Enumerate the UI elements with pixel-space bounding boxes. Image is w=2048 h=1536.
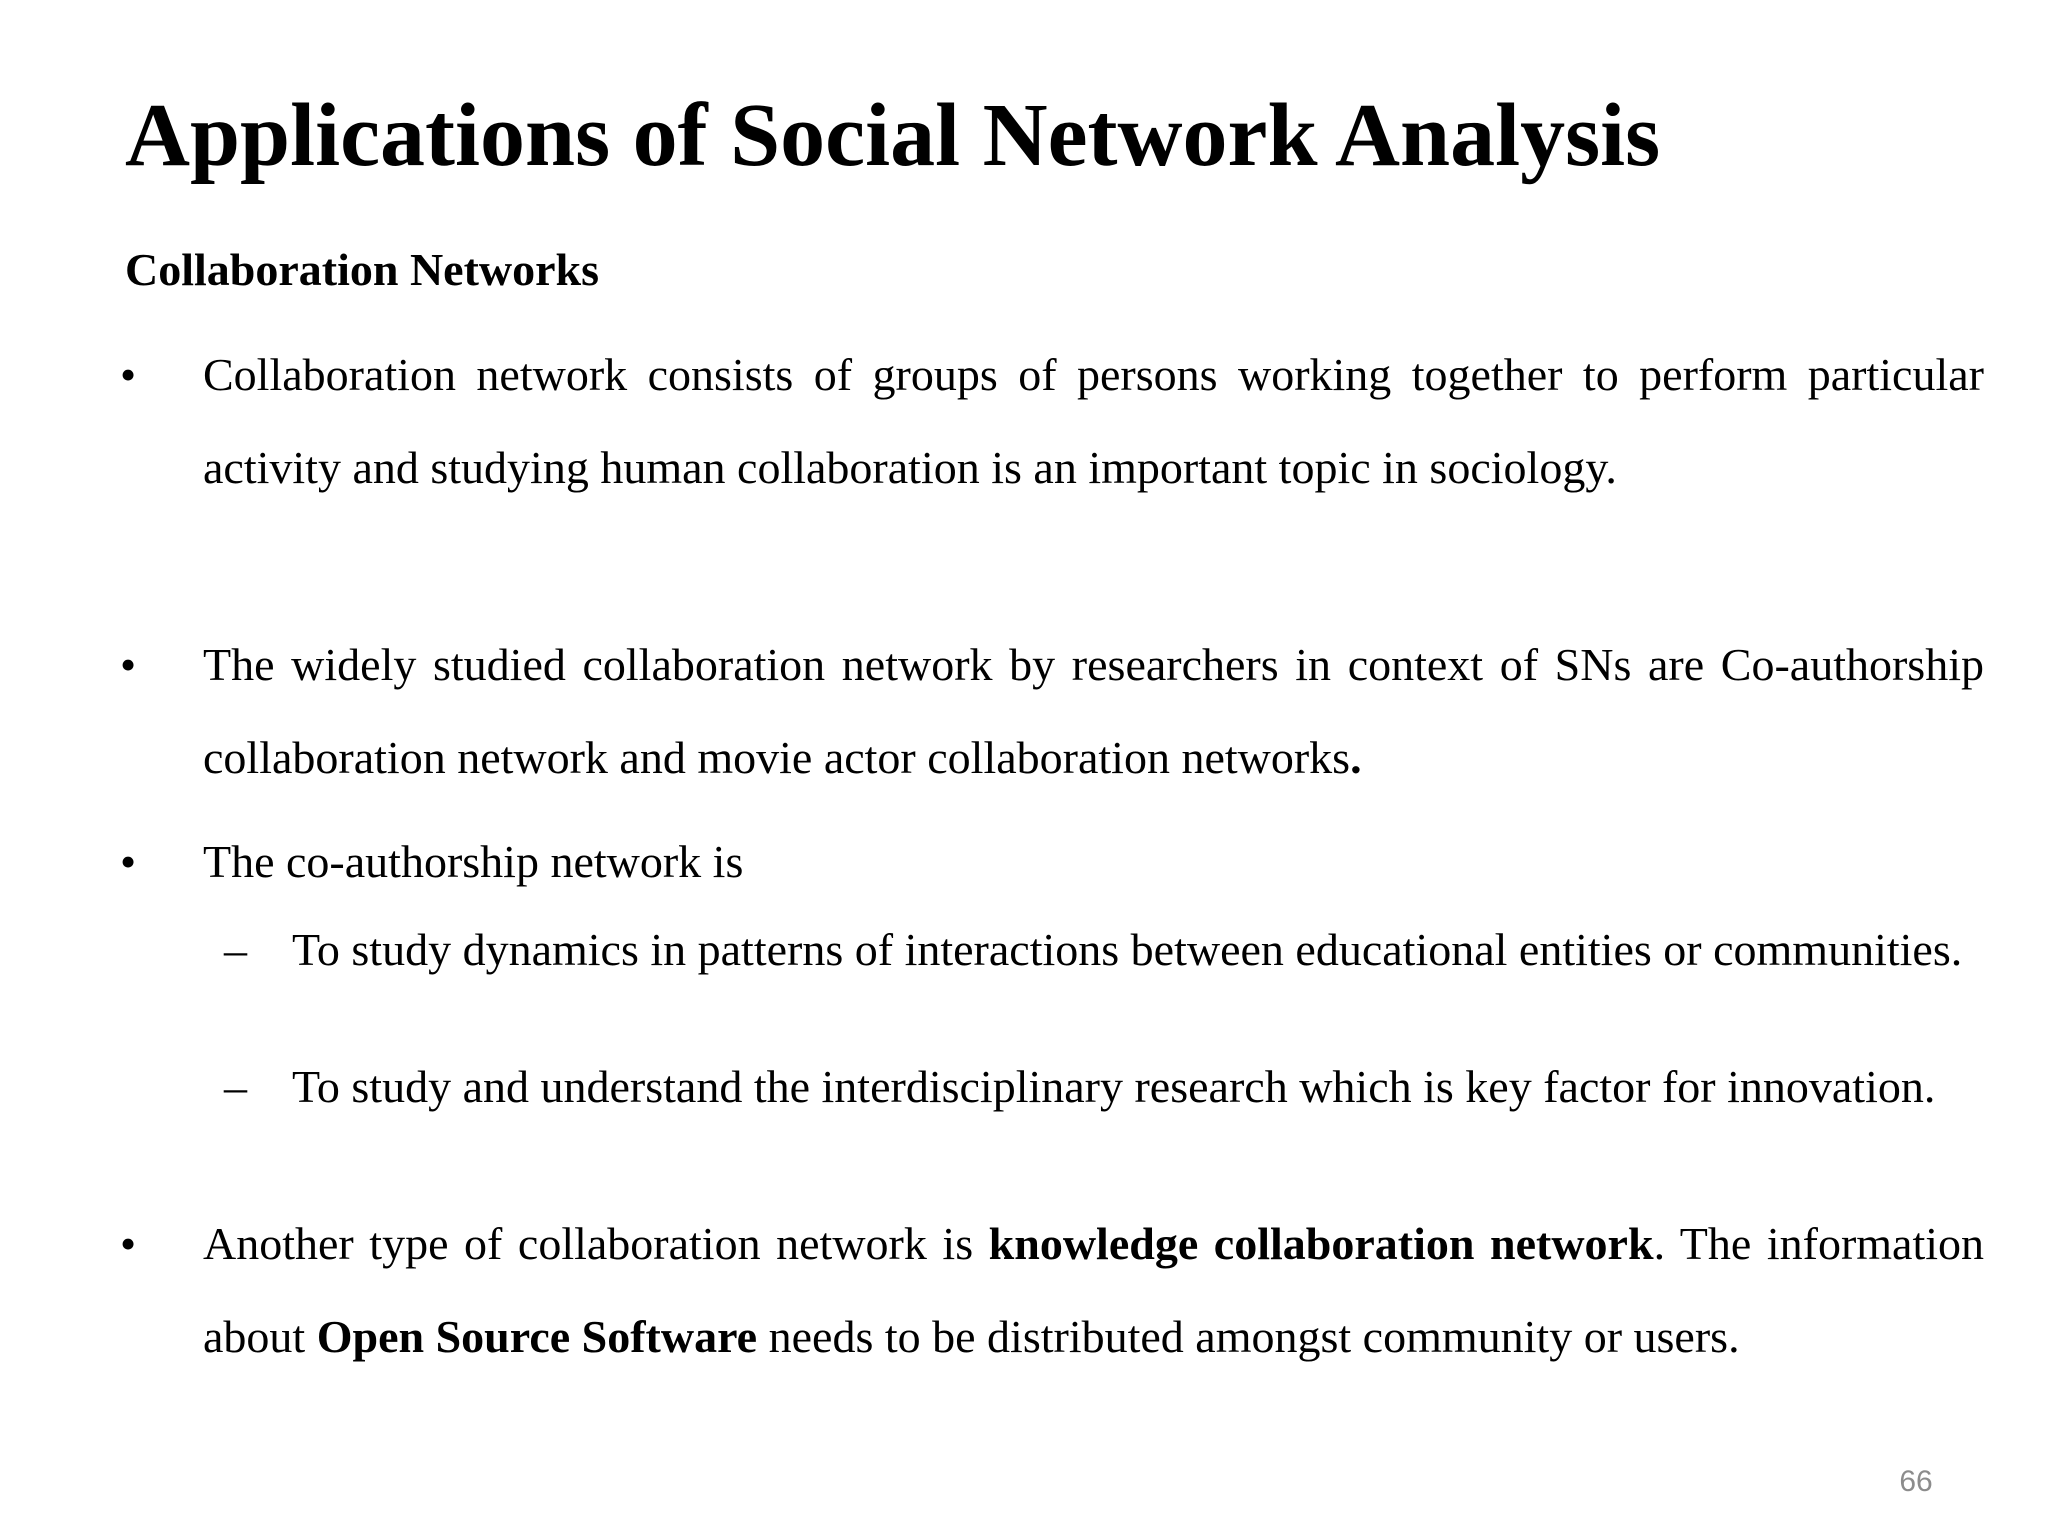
dash-marker: –	[224, 924, 247, 975]
bullet-marker: •	[120, 1218, 137, 1269]
bullet-marker: •	[120, 349, 137, 400]
slide-title: Applications of Social Network Analysis	[125, 86, 1661, 185]
bullet-text: Collaboration network consists of groups of persons working together to perform particular activity and studying human collaboration is an important topic in sociology.	[203, 349, 1984, 493]
bullet-marker: •	[120, 639, 137, 690]
bullet-text-segment: needs to be distributed amongst community or users.	[757, 1311, 1740, 1362]
bullet-text-bold-segment: Open Source Software	[316, 1311, 758, 1362]
bullet-text	[203, 1197, 1984, 1383]
bullet-marker: •	[120, 836, 137, 887]
bullet-text-segment: Another type of collaboration network is	[203, 1218, 989, 1269]
bullet-text: The co-authorship network is	[203, 836, 744, 887]
bullet-text-segment: . The information about	[203, 1218, 1985, 1362]
bullet-text-bold-segment: .	[1350, 732, 1362, 783]
dash-marker: –	[224, 1061, 247, 1112]
bullet-text	[203, 618, 1984, 804]
bullet-text-bold-segment: knowledge collaboration network	[988, 1218, 1654, 1269]
page-number: 66	[1899, 1465, 1933, 1498]
bullet-text-segment: The widely studied collaboration network by researchers in context of SNs are Co-authorship collaboration network and movie actor collaboration networks	[203, 639, 1984, 783]
sub-bullet-text: To study dynamics in patterns of interactions between educational entities or communities.	[292, 924, 1963, 975]
section-heading: Collaboration Networks	[125, 244, 600, 295]
sub-bullet-text: To study and understand the interdisciplinary research which is key factor for innovation.	[292, 1061, 1936, 1112]
